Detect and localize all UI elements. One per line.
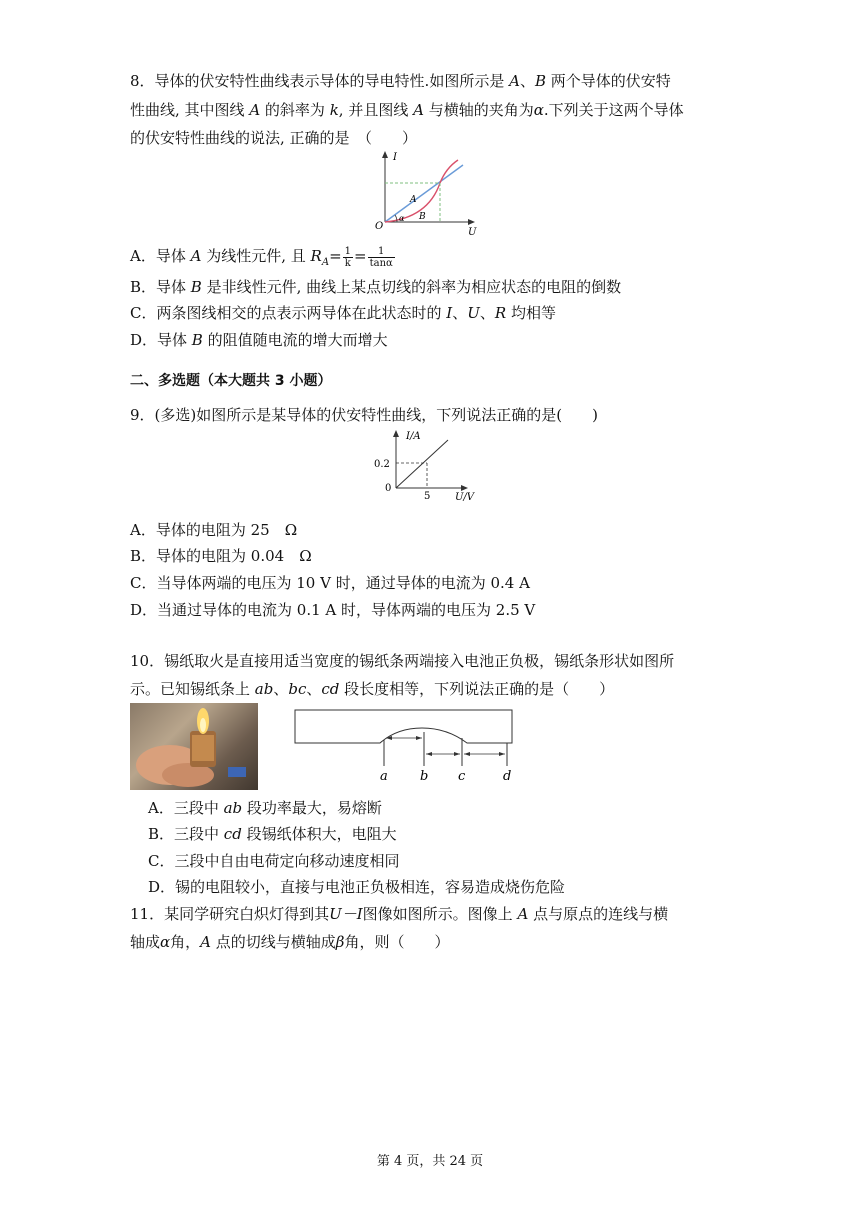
q9-fig-y-tick: 0.2 [374,459,390,470]
q8-fig-label-i: I [393,152,397,163]
q8-fig-label-o: O [375,221,384,232]
strip-label-d: d [503,769,512,784]
q11-stem-line2: 轴成α角，A 点的切线与横轴成β角，则（ ） [130,933,450,951]
q11-stem-line1: 11．某同学研究白炽灯得到其U－I图像如图所示。图像上 A 点与原点的连线与横 [130,905,669,923]
lighter-photo [130,703,258,790]
q8-fig-label-u: U [468,227,477,238]
strip-label-b: b [420,769,429,784]
q8-fig-label-b: B [419,212,426,222]
q10-option-a[interactable]: A．三段中 ab 段功率最大，易熔断 [148,799,382,817]
q8-fig-label-a: A [410,195,417,205]
q9-fig-origin: 0 [385,483,392,494]
q9-option-b[interactable]: B．导体的电阻为 0.04 Ω [130,547,312,565]
strip-label-c: c [458,769,466,784]
q10-option-c[interactable]: C．三段中自由电荷定向移动速度相同 [148,852,400,870]
q8-option-c[interactable]: C．两条图线相交的点表示两导体在此状态时的 I、U、R 均相等 [130,304,556,322]
q9-iu-graph [372,428,482,504]
q8-option-a[interactable]: A．导体 A 为线性元件, 且 $R_A=$ $\frac{1}{k}$ = $\frac{1}{\tan\alpha}$ [130,245,393,269]
q9-fig-x-label: U/V [455,492,475,503]
q9-stem: 9．(多选)如图所示是某导体的伏安特性曲线，下列说法正确的是( ) [130,406,598,424]
q10-option-d[interactable]: D．锡的电阻较小，直接与电池正负极相连，容易造成烧伤危险 [148,878,566,896]
q8-option-b[interactable]: B．导体 B 是非线性元件, 曲线上某点切线的斜率为相应状态的电阻的倒数 [130,278,622,296]
page-footer: 第 4 页，共 24 页 [376,1154,484,1169]
q9-option-c[interactable]: C．当导体两端的电压为 10 V 时，通过导体的电流为 0.4 A [130,574,530,592]
q9-fig-x-tick: 5 [424,491,431,502]
q8-option-d[interactable]: D．导体 B 的阻值随电流的增大而增大 [130,331,388,349]
q9-option-d[interactable]: D．当通过导体的电流为 0.1 A 时，导体两端的电压为 2.5 V [130,601,536,619]
q9-fig-y-label: I/A [406,431,421,442]
tin-foil-strip-diagram [292,708,522,788]
q8-fig-label-alpha: α [399,214,405,223]
q10-stem-line2: 示。已知锡纸条上 ab、bc、cd 段长度相等，下列说法正确的是（ ） [130,680,615,698]
q8-stem-line3: 的伏安特性曲线的说法, 正确的是 （ ） [130,129,418,147]
q10-stem-line1: 10．锡纸取火是直接用适当宽度的锡纸条两端接入电池正负极，锡纸条形状如图所 [130,652,675,670]
q8-stem-line2: 性曲线, 其中图线 A 的斜率为 k, 并且图线 A 与横轴的夹角为α.下列关于这两个导体 [130,101,684,119]
q8-iu-graph [370,148,480,238]
q9-option-a[interactable]: A．导体的电阻为 25 Ω [130,521,298,539]
q8-stem-line1: 8．导体的伏安特性曲线表示导体的导电特性.如图所示是 A、B 两个导体的伏安特 [130,72,671,90]
strip-label-a: a [380,769,388,784]
section-heading: 二、多选题（本大题共 3 小题） [130,373,332,389]
q10-option-b[interactable]: B．三段中 cd 段锡纸体积大，电阻大 [148,825,397,843]
